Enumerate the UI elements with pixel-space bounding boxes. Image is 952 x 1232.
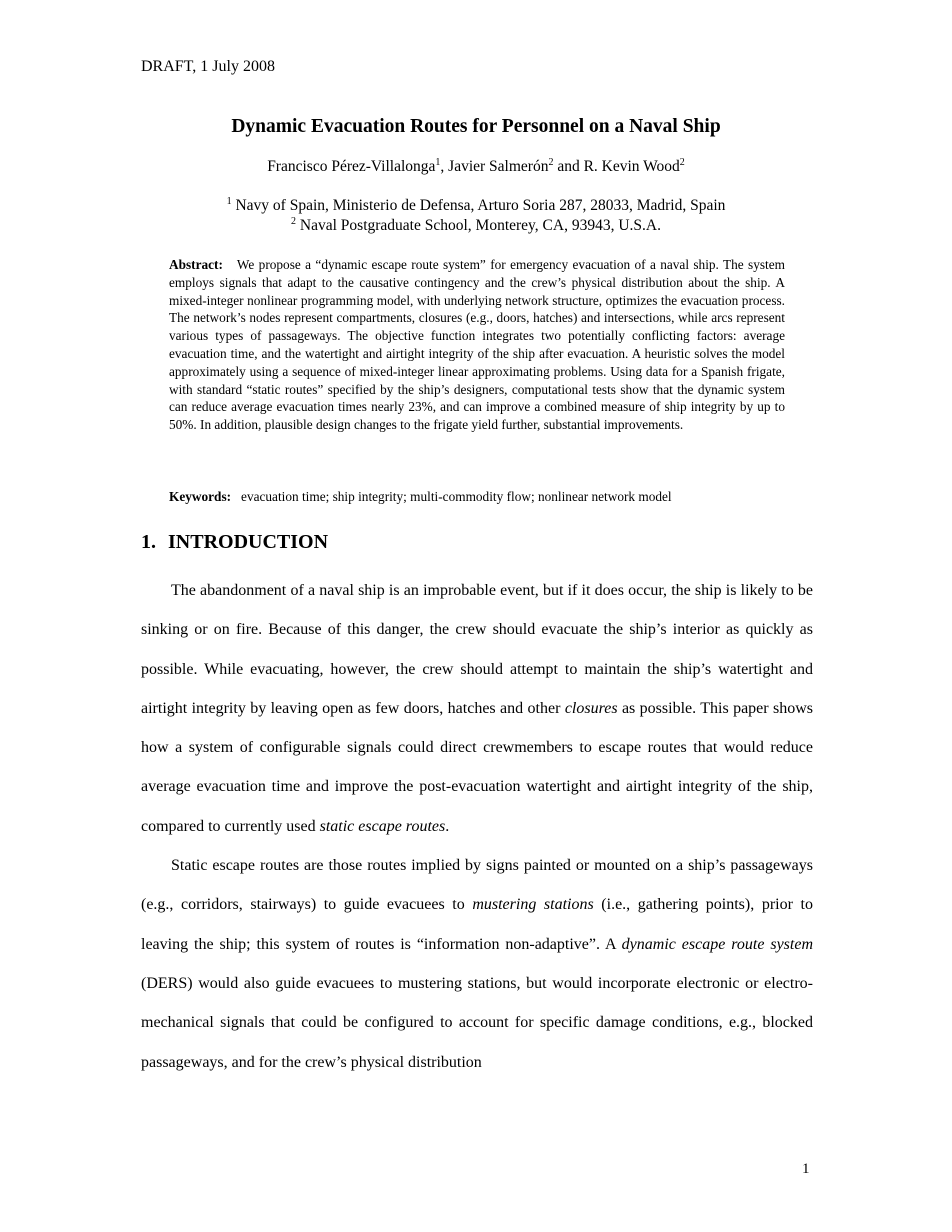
author-separator: and bbox=[553, 158, 584, 175]
affiliation-text: Naval Postgraduate School, Monterey, CA, 93943, U.S.A. bbox=[296, 217, 661, 234]
abstract bbox=[169, 256, 785, 434]
author-affiliation-marker: 1 bbox=[435, 156, 441, 168]
paragraph-text: as possible. This paper shows how a system of configurable signals could direct crewmembers to escape routes that would reduce average evacuation time and improve the post-evacuation watertight and airtight integrity of the ship, compared to currently used bbox=[141, 699, 814, 835]
author-name: Javier Salmerón bbox=[448, 158, 549, 175]
keywords bbox=[169, 489, 809, 505]
author-name: Francisco Pérez-Villalonga bbox=[267, 158, 436, 175]
emphasis-text: mustering stations bbox=[472, 896, 594, 914]
author-list bbox=[0, 158, 952, 176]
section-number: 1. bbox=[141, 531, 156, 553]
emphasis-text: dynamic escape route system bbox=[621, 935, 813, 953]
affiliation-marker: 1 bbox=[226, 195, 232, 207]
introduction-body bbox=[141, 571, 813, 1082]
affiliation-line bbox=[0, 217, 952, 235]
section-title: INTRODUCTION bbox=[168, 531, 329, 553]
paragraph-text: Static escape routes are those routes implied by signs painted or mounted on a ship’s passageways (e.g., corridors, stairways) to guide evacuees to bbox=[141, 857, 813, 914]
page-number: 1 bbox=[802, 1161, 810, 1177]
emphasis-text: static escape routes bbox=[319, 817, 446, 835]
abstract-text: We propose a “dynamic escape route system” for emergency evacuation of a naval ship. The system employs signals that adapt to the causative contingency and the crew’s physical distribution about the ship. A mixed-integer nonlinear programming model, with underlying network structure, optimizes the evacuation process. The network’s nodes represent compartments, closures (e.g., doors, hatches) and intersections, while arcs represent various types of passageways. The objective function integrates two potentially conflicting factors: average evacuation time, and the watertight and airtight integrity of the ship after evacuation. A heuristic solves the model approximately using a sequence of mixed-integer linear approximating problems. Using data for a Spanish frigate, with standard “static routes” specified by the ship’s designers, computational tests show that the dynamic system can reduce average evacuation times nearly 23%, and can improve a combined measure of ship integrity by up to 50%. In addition, plausible design changes to the frigate yield further, substantial improvements. bbox=[169, 257, 785, 433]
paragraph-text: The abandonment of a naval ship is an improbable event, but if it does occur, the ship is likely to be sinking or on fire. Because of this danger, the crew should evacuate the ship’s interior as quickly as possible. While evacuating, however, the crew should attempt to maintain the ship’s watertight and airtight integrity by leaving open as few doors, hatches and other bbox=[141, 582, 813, 717]
keywords-text: evacuation time; ship integrity; multi-commodity flow; nonlinear network model bbox=[241, 489, 672, 504]
paragraph-text: (i.e., gathering points), prior to leaving the ship; this system of routes is “information non-adaptive”. A bbox=[141, 896, 813, 953]
paragraph-text: (DERS) would also guide evacuees to mustering stations, but would incorporate electronic or electro-mechanical signals that could be configured to account for specific damage conditions, e.g., blocked passageways, and for the crew’s physical distribution bbox=[141, 974, 813, 1071]
affiliation-line bbox=[0, 197, 952, 215]
section-heading bbox=[141, 531, 328, 554]
paper-title: Dynamic Evacuation Routes for Personnel on a Naval Ship bbox=[231, 116, 721, 137]
affiliation-text: Navy of Spain, Ministerio de Defensa, Arturo Soria 287, 28033, Madrid, Spain bbox=[231, 197, 726, 214]
author-affiliation-marker: 2 bbox=[548, 156, 554, 168]
author-name: R. Kevin Wood bbox=[583, 158, 680, 175]
author-separator: , bbox=[440, 158, 449, 175]
paragraph-text: . bbox=[445, 817, 450, 835]
paragraph bbox=[141, 571, 813, 846]
keywords-label: Keywords: bbox=[169, 489, 232, 504]
emphasis-text: closures bbox=[564, 699, 618, 717]
draft-date-header: DRAFT, 1 July 2008 bbox=[141, 58, 275, 75]
abstract-label: Abstract: bbox=[169, 257, 223, 272]
paragraph bbox=[141, 846, 813, 1082]
author-affiliation-marker: 2 bbox=[679, 156, 685, 168]
affiliation-marker: 2 bbox=[291, 215, 297, 227]
